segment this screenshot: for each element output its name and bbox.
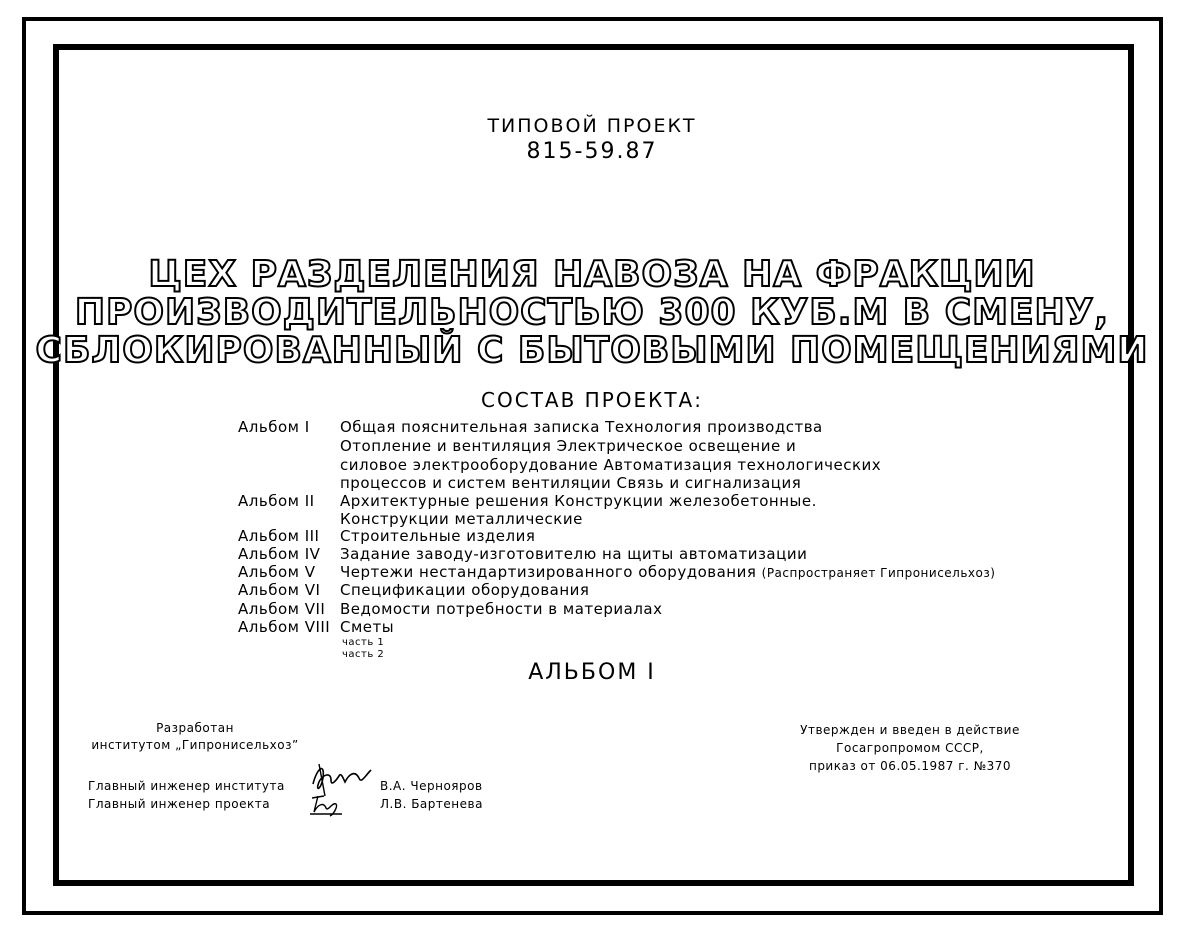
album-label: Альбом VII (238, 600, 326, 618)
distribution-note: (Распространяет Гипронисельхоз) (761, 566, 996, 580)
album-label: Альбом II (238, 492, 315, 510)
album-desc: Ведомости потребности в материалах (340, 600, 663, 618)
album-desc: Сметы (340, 618, 395, 636)
album-desc: Задание заводу-изготовителю на щиты автоматизации (340, 545, 808, 563)
album-label: Альбом VIII (238, 618, 331, 636)
part-label: часть 2 (342, 649, 385, 660)
album-desc: Архитектурные решения Конструкции железобетонные. (340, 492, 817, 510)
signature-role: Главный инженер проекта (88, 797, 271, 811)
approval-line-2: Госагропромом СССР, (836, 741, 984, 755)
title-line-1: ЦЕХ РАЗДЕЛЕНИЯ НАВОЗА НА ФРАКЦИИ (148, 254, 1036, 295)
album-label: Альбом I (238, 418, 310, 436)
current-album: АЛЬБОМ I (528, 660, 656, 685)
approval-line-1: Утвержден и введен в действие (800, 723, 1020, 737)
contents-heading: СОСТАВ ПРОЕКТА: (481, 388, 703, 412)
album-label: Альбом III (238, 527, 320, 545)
approval-line-3: приказ от 06.05.1987 г. №370 (808, 759, 1012, 773)
project-number: 815-59.87 (526, 139, 658, 164)
album-desc-line: силовое электрооборудование Автоматизация технологических (340, 456, 882, 474)
album-desc-text: Чертежи нестандартизированного оборудования (340, 563, 757, 581)
album-desc: Общая пояснительная записка Технология производства (340, 418, 823, 436)
album-desc-line: процессов и систем вентиляции Связь и сигнализация (340, 474, 802, 492)
album-label: Альбом VI (238, 581, 321, 599)
signature-name: В.А. Чернояров (380, 779, 483, 793)
developer-line-1: Разработан (156, 721, 234, 735)
signature-chief-engineer-project (308, 790, 348, 818)
signature-name: Л.В. Бартенева (380, 797, 483, 811)
album-desc (340, 563, 995, 581)
album-desc: Спецификации оборудования (340, 581, 590, 599)
album-label: Альбом IV (238, 545, 321, 563)
album-desc: Строительные изделия (340, 527, 536, 545)
album-desc-line: Конструкции металлические (340, 510, 583, 528)
title-line-3: СБЛОКИРОВАННЫЙ С БЫТОВЫМИ ПОМЕЩЕНИЯМИ (35, 330, 1149, 371)
album-desc-line: Отопление и вентиляция Электрическое освещение и (340, 437, 797, 455)
developer-line-2: институтом „Гипронисельхоз” (91, 738, 299, 752)
album-label: Альбом V (238, 563, 316, 581)
title-line-2: ПРОИЗВОДИТЕЛЬНОСТЬЮ 300 КУБ.М В СМЕНУ, (74, 292, 1110, 333)
signature-role: Главный инженер института (88, 779, 285, 793)
part-label: часть 1 (342, 637, 385, 648)
project-label: ТИПОВОЙ ПРОЕКТ (487, 115, 697, 137)
